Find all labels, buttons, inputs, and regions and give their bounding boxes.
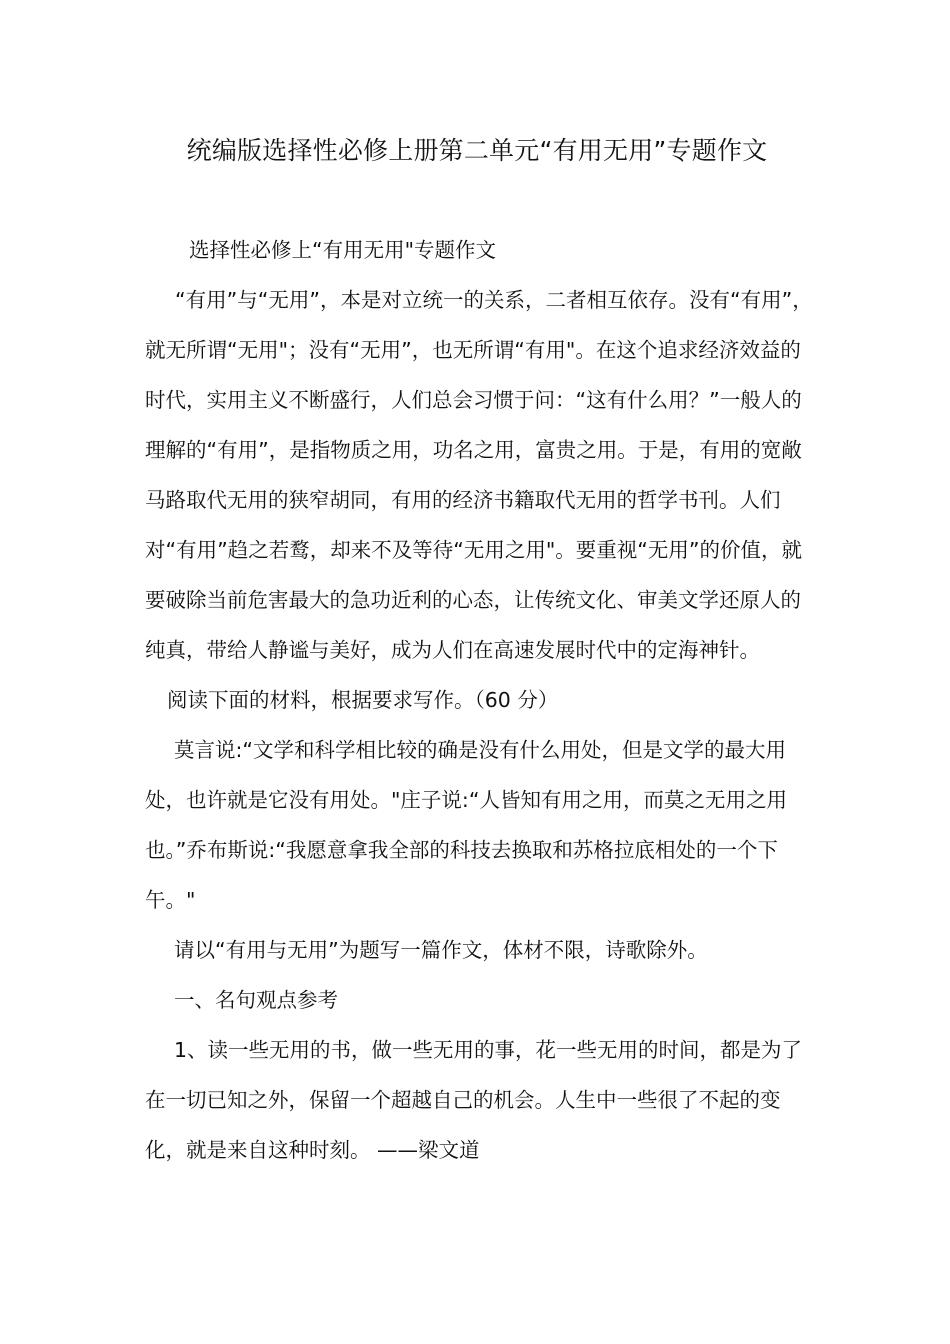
quote-paragraph: 1、读一些无用的书，做一些无用的事，花一些无用的时间，都是为了在一切已知之外，保留一个超越自己的机会。人生中一些很了不起的变化，就是来自这种时刻。 ——梁文道 [145, 1038, 803, 1162]
section-heading: 一、名句观点参考 [174, 988, 338, 1012]
document-subtitle: 选择性必修上“有用无用"专题作文 [189, 238, 497, 262]
task-paragraph: 阅读下面的材料，根据要求写作。（60 分） [167, 688, 559, 712]
requirement-paragraph: 请以“有用与无用”为题写一篇作文，体材不限，诗歌除外。 [174, 938, 708, 962]
material-paragraph: 莫言说:“文学和科学相比较的确是没有什么用处，但是文学的最大用处，也许就是它没有用处。"庄子说:“人皆知有用之用，而莫之无用之用也。”乔布斯说:“我愿意拿我全部的科技去换取和苏格拉底相处的一个下午。" [145, 738, 787, 912]
document-body [145, 225, 813, 1175]
document-title: 统编版选择性必修上册第二单元“有用无用”专题作文 [186, 136, 768, 165]
intro-paragraph: “有用”与“无用”，本是对立统一的关系，二者相互依存。没有“有用”，就无所谓“无用"；没有“无用”，也无所谓“有用"。在这个追求经济效益的时代，实用主义不断盛行，人们总会习惯于问：“这有什么用？”一般人的理解的“有用”，是指物质之用，功名之用，富贵之用。于是，有用的宽敞马路取代无用的狭窄胡同，有用的经济书籍取代无用的哲学书刊。人们对“有用”趋之若鹜，却来不及等待“无用之用"。要重视“无用”的价值，就要破除当前危害最大的急功近利的心态，让传统文化、审美文学还原人的纯真，带给人静谧与美好，成为人们在高速发展时代中的定海神针。 [145, 288, 813, 662]
